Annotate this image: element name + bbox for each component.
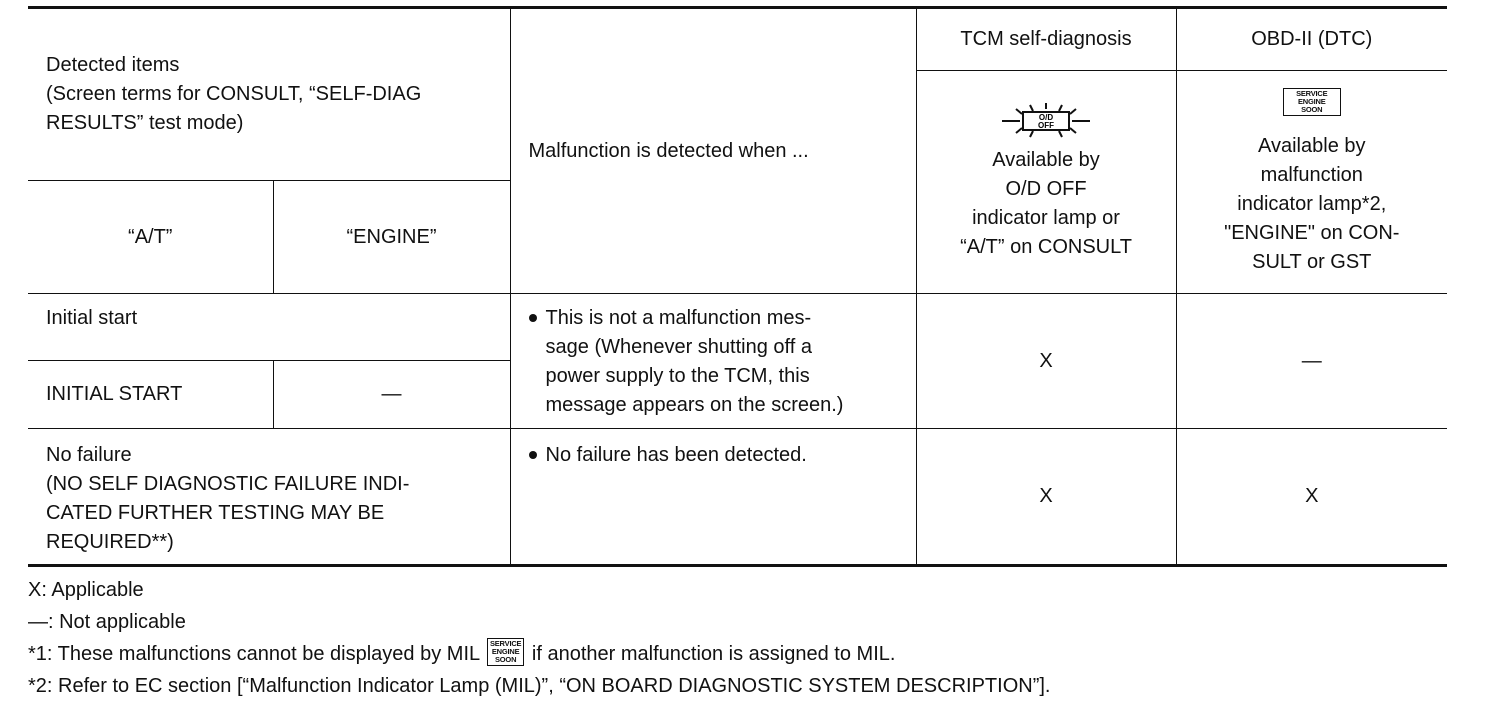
at-column-header: “A/T” [28, 181, 273, 294]
mil-line2: ENGINE [1297, 96, 1326, 106]
tcm-availability-text: Available by O/D OFF indicator lamp or “A/T” on CONSULT [960, 149, 1132, 258]
tcm-availability-cell [916, 71, 1176, 294]
mil-line1: SERVICE [489, 638, 522, 648]
table-notes [28, 574, 1447, 702]
no-failure-label: No failure (NO SELF DIAGNOSTIC FAILURE INDI- CATED FURTHER TESTING MAY BE REQUIRED**) [28, 429, 510, 566]
note-not-applicable: —: Not applicable [28, 611, 186, 633]
od-lamp-line1: O/D [1038, 113, 1054, 122]
self-diagnosis-table [28, 6, 1447, 567]
mil-line2: ENGINE [491, 646, 520, 656]
bullet-dot [529, 314, 537, 322]
diagnosis-document [28, 6, 1447, 702]
note-2: *2: Refer to EC section [“Malfunction Indicator Lamp (MIL)”, “ON BOARD DIAGNOSTIC SYSTEM DESCRIPTION”]. [28, 675, 1051, 697]
engine-column-header: “ENGINE” [273, 181, 510, 294]
obd-availability-text: Available by malfunction indicator lamp*2, "ENGINE" on CON- SULT or GST [1224, 134, 1400, 273]
mil-line3: SOON [495, 654, 517, 664]
mil-line1: SERVICE [1296, 88, 1328, 98]
od-lamp-line2: OFF [1038, 121, 1055, 130]
initial-start-malfunction-text: This is not a malfunction mes- sage (Whenever shutting off a power supply to the TCM, this message appears on the screen.) [545, 307, 844, 416]
bullet-dot [529, 451, 537, 459]
no-failure-obd: X [1176, 429, 1447, 566]
no-failure-malfunction [510, 429, 916, 566]
initial-start-consult-at: INITIAL START [28, 361, 273, 429]
no-failure-malfunction-text: No failure has been detected. [545, 444, 807, 466]
mil-line3: SOON [1301, 104, 1323, 114]
note-applicable: X: Applicable [28, 579, 144, 601]
malfunction-detected-header: Malfunction is detected when ... [510, 8, 916, 294]
initial-start-obd: — [1176, 294, 1447, 429]
note-1-text-after: if another malfunction is assigned to MIL. [531, 643, 896, 665]
initial-start-consult-engine: — [273, 361, 510, 429]
obd-availability-cell [1176, 71, 1447, 294]
initial-start-malfunction [510, 294, 916, 429]
note-1-text-before: *1: These malfunctions cannot be displayed by MIL [28, 643, 480, 665]
obd-dtc-header: OBD-II (DTC) [1176, 8, 1447, 71]
od-off-lamp-icon [1000, 102, 1092, 140]
service-engine-soon-icon [487, 638, 524, 666]
service-engine-soon-icon [1283, 88, 1341, 116]
no-failure-tcm: X [916, 429, 1176, 566]
initial-start-tcm: X [916, 294, 1176, 429]
note-1 [28, 638, 1447, 670]
initial-start-label: Initial start [28, 294, 510, 361]
detected-items-header: Detected items (Screen terms for CONSULT, “SELF-DIAG RESULTS” test mode) [28, 8, 510, 181]
tcm-self-diagnosis-header: TCM self-diagnosis [916, 8, 1176, 71]
